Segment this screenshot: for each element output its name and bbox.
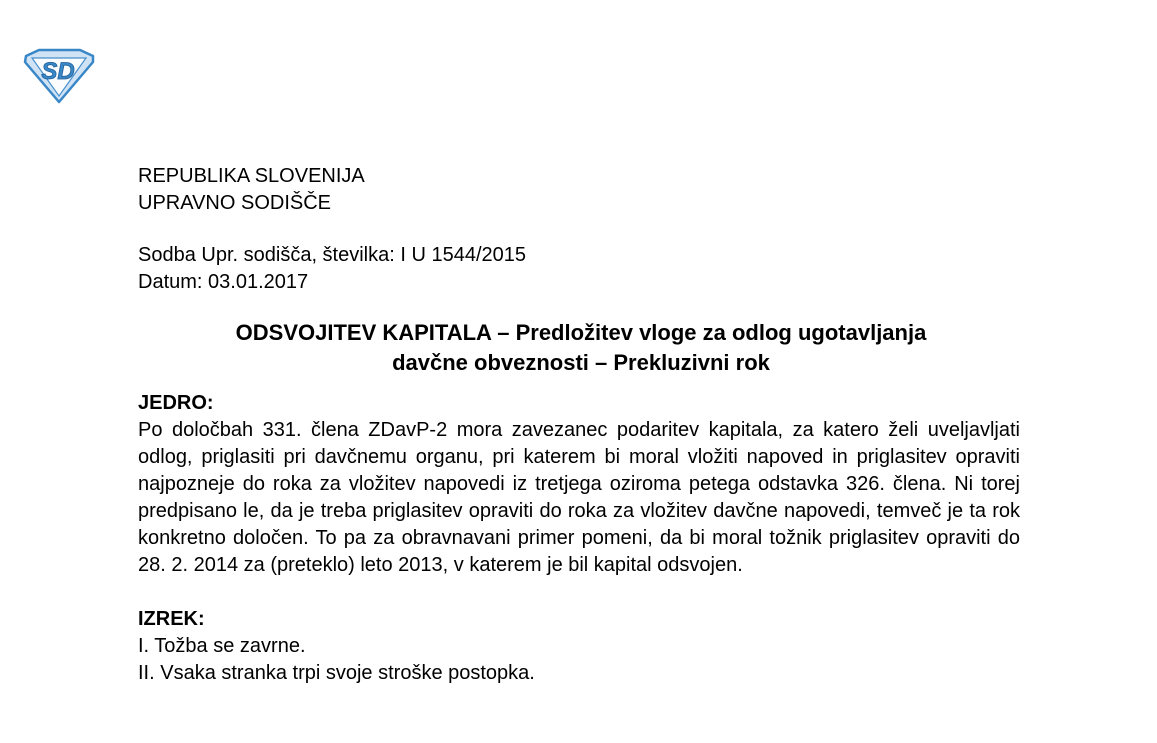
court-country: REPUBLIKA SLOVENIJA [138, 165, 365, 187]
decision-date: Datum: 03.01.2017 [138, 271, 309, 293]
izrek-heading: IZREK: [138, 608, 205, 630]
izrek-item: II. Vsaka stranka trpi svoje stroške postopka. [138, 662, 535, 684]
document-title-line-2: davčne obveznosti – Prekluzivni rok [392, 350, 770, 375]
sd-shield-logo-icon [22, 46, 96, 104]
izrek-item: I. Tožba se zavrne. [138, 635, 306, 657]
document-body [138, 163, 1020, 687]
jedro-text: Po določbah 331. člena ZDavP-2 mora zavezanec podaritev kapitala, za katero želi uveljavljati odlog, priglasiti pri davčnemu organu, pri katerem bi moral vložiti napoved in priglasitev opraviti najpozneje do roka za vložitev napovedi iz tretjega oziroma petega odstavka 326. člena. Ni torej predpisano le, da je treba priglasitev opraviti do roka za vložitev davčne napovedi, temveč je ta rok konkretno določen. To pa za obravnavani primer pomeni, da bi moral tožnik priglasitev opraviti do 28. 2. 2014 za (preteklo) leto 2013, v katerem je bil kapital odsvojen. [138, 419, 1020, 576]
logo-lettering: SD [41, 58, 75, 85]
jedro-heading: JEDRO: [138, 392, 214, 414]
sd-shield-logo-svg [22, 46, 96, 104]
court-name: UPRAVNO SODIŠČE [138, 192, 331, 214]
document-title-line-1: ODSVOJITEV KAPITALA – Predložitev vloge za odlog ugotavljanja [235, 320, 927, 345]
case-number: Sodba Upr. sodišča, številka: I U 1544/2015 [138, 244, 527, 266]
